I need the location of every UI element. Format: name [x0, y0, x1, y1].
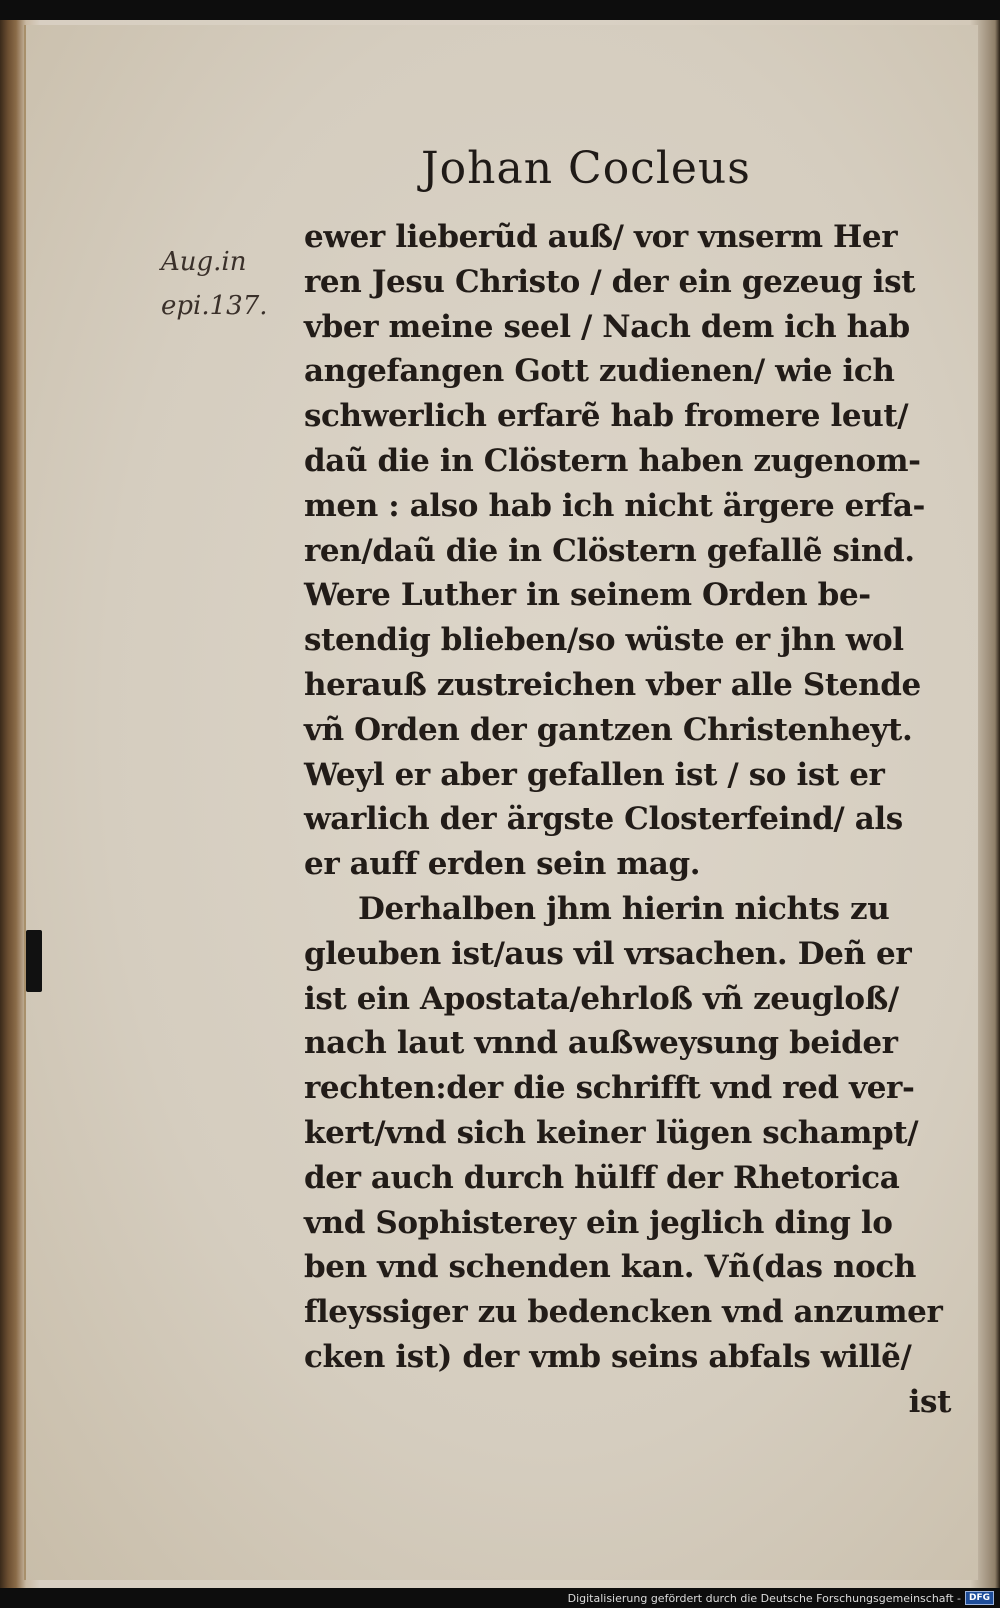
text-line: ist ein Apostata/ehrloß vñ zeugloß/: [304, 980, 899, 1017]
marginal-note-line: epi.137.: [161, 291, 268, 321]
text-line: men : also hab ich nicht ärgere erfa-: [304, 487, 926, 524]
book-page: [24, 25, 978, 1580]
text-line: vnd Sophisterey ein jeglich ding lo: [304, 1204, 893, 1241]
text-line: ren/daũ die in Clöstern gefallẽ sind.: [304, 532, 915, 569]
text-line: Derhalben jhm hierin nichts zu: [358, 890, 890, 927]
text-line: cken ist) der vmb seins abfals willẽ/: [304, 1338, 912, 1375]
text-line: stendig blieben/so wüste er jhn wol: [304, 622, 904, 659]
text-line: gleuben ist/aus vil vrsachen. Deñ er: [304, 935, 912, 972]
text-line: vber meine seel / Nach dem ich hab: [304, 308, 910, 345]
page-edge-mark: [26, 930, 42, 992]
dfg-logo: DFG: [965, 1591, 994, 1605]
marginal-note-line: Aug.in: [161, 247, 247, 277]
text-line: warlich der ärgste Closterfeind/ als: [304, 801, 903, 838]
text-line: ewer lieberũd auß/ vor vnserm Her: [304, 219, 898, 255]
text-line: nach laut vnnd außweysung beider: [304, 1025, 898, 1062]
text-line: ren Jesu Christo / der ein gezeug ist: [304, 263, 916, 300]
marginal-note: [161, 240, 268, 328]
body-text: [304, 215, 969, 1425]
text-line: ben vnd schenden kan. Vñ(das noch: [304, 1249, 916, 1286]
text-line: Weyl er aber gefallen ist / so ist er: [304, 756, 885, 793]
text-line: schwerlich erfarẽ hab fromere leut/: [304, 398, 909, 435]
digitization-footer: [568, 1591, 994, 1605]
text-line: er auff erden sein mag.: [304, 846, 701, 883]
footer-credit: Digitalisierung gefördert durch die Deutsche Forschungsgemeinschaft -: [567, 1591, 961, 1605]
text-line: daũ die in Clöstern haben zugenom-: [304, 442, 921, 479]
text-line: vñ Orden der gantzen Christenheyt.: [304, 711, 913, 748]
catchword: ist: [908, 1383, 951, 1420]
book-scan: [0, 20, 1000, 1588]
text-line: rechten:der die schrifft vnd red ver-: [304, 1070, 915, 1107]
text-line: fleyssiger zu bedencken vnd anzumer: [304, 1294, 943, 1331]
text-line: der auch durch hülff der Rhetorica: [304, 1159, 900, 1196]
text-line: herauß zustreichen vber alle Stende: [304, 666, 921, 703]
text-line: Were Luther in seinem Orden be-: [304, 577, 871, 614]
text-line: kert/vnd sich keiner lügen schampt/: [304, 1114, 919, 1151]
running-head: Johan Cocleus: [421, 143, 751, 194]
text-line: angefangen Gott zudienen/ wie ich: [304, 353, 895, 390]
